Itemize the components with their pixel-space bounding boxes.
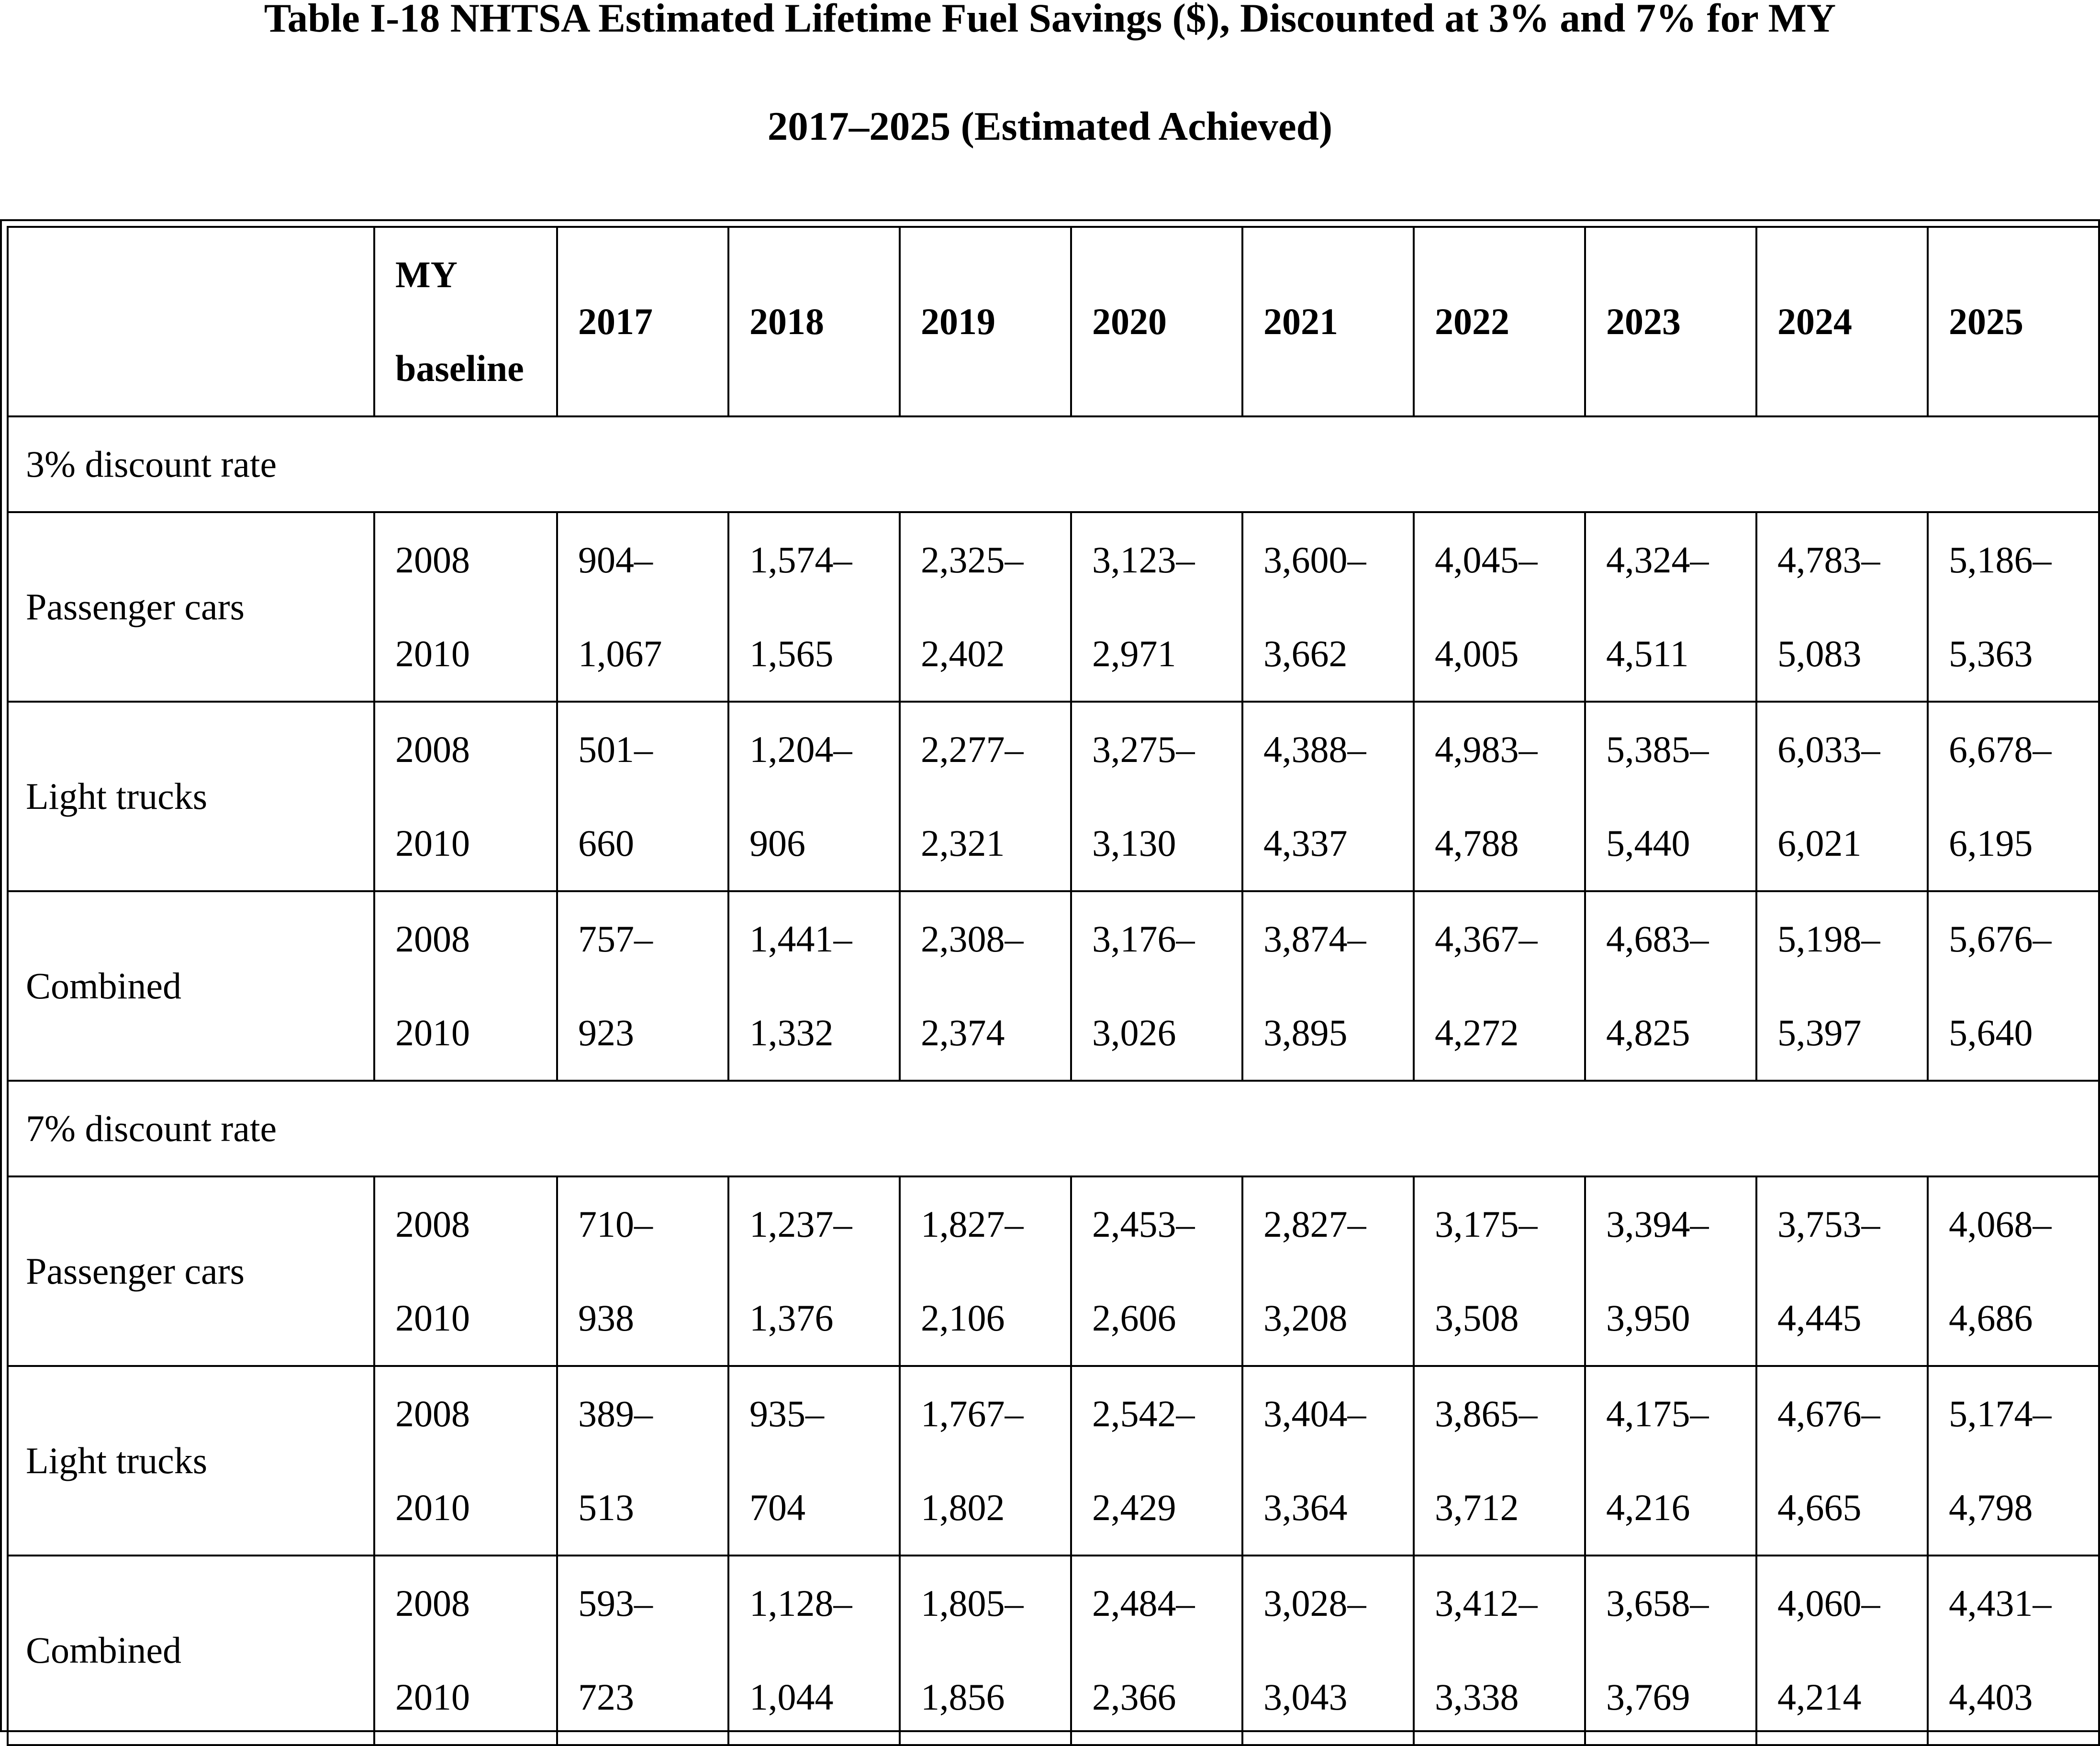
value-cell xyxy=(1756,512,1928,702)
value-cell xyxy=(557,1556,728,1745)
value-upper: 4,431– xyxy=(1949,1582,2052,1624)
value-cell xyxy=(1756,1556,1928,1745)
value-cell xyxy=(728,1556,900,1745)
value-upper: 4,060– xyxy=(1777,1582,1880,1624)
value-upper: 6,678– xyxy=(1949,728,2052,770)
value-lower: 3,508 xyxy=(1435,1297,1519,1339)
value-cell xyxy=(1585,1176,1756,1366)
value-lower: 4,665 xyxy=(1777,1487,1862,1528)
value-upper: 501– xyxy=(578,728,653,770)
header-year: 2022 xyxy=(1414,227,1585,416)
baseline-year: 2010 xyxy=(395,1676,470,1718)
value-lower: 3,208 xyxy=(1263,1297,1348,1339)
header-year: 2024 xyxy=(1756,227,1928,416)
value-lower: 3,950 xyxy=(1606,1297,1690,1339)
value-upper: 3,874– xyxy=(1263,918,1366,960)
baseline-year: 2008 xyxy=(395,728,470,770)
value-lower: 906 xyxy=(749,822,805,864)
value-upper: 5,385– xyxy=(1606,728,1709,770)
value-upper: 5,186– xyxy=(1949,539,2052,581)
value-lower: 4,798 xyxy=(1949,1487,2033,1528)
value-cell xyxy=(1928,512,2099,702)
value-upper: 5,198– xyxy=(1777,918,1880,960)
value-upper: 3,028– xyxy=(1263,1582,1366,1624)
value-lower: 4,445 xyxy=(1777,1297,1862,1339)
value-lower: 938 xyxy=(578,1297,634,1339)
value-cell xyxy=(900,1176,1071,1366)
value-upper: 2,308– xyxy=(921,918,1024,960)
value-upper: 389– xyxy=(578,1393,653,1434)
baseline-year: 2010 xyxy=(395,633,470,674)
value-lower: 4,686 xyxy=(1949,1297,2033,1339)
header-year: 2017 xyxy=(557,227,728,416)
row-label: Passenger cars xyxy=(8,1176,374,1366)
value-lower: 3,364 xyxy=(1263,1487,1348,1528)
value-upper: 3,275– xyxy=(1092,728,1195,770)
value-upper: 3,394– xyxy=(1606,1203,1709,1245)
value-upper: 4,388– xyxy=(1263,728,1366,770)
section-label: 7% discount rate xyxy=(8,1081,2099,1176)
value-lower: 704 xyxy=(749,1487,805,1528)
table-title-line-2: 2017–2025 (Estimated Achieved) xyxy=(767,104,1333,149)
value-upper: 2,542– xyxy=(1092,1393,1195,1434)
table-body xyxy=(8,227,2099,1745)
baseline-year: 2010 xyxy=(395,1012,470,1053)
baseline-year: 2010 xyxy=(395,1297,470,1339)
value-cell xyxy=(1756,1366,1928,1556)
value-lower: 3,895 xyxy=(1263,1012,1348,1053)
value-lower: 1,044 xyxy=(749,1676,834,1718)
header-blank-cell xyxy=(8,227,374,416)
value-cell xyxy=(1071,1556,1242,1745)
value-cell xyxy=(1414,1176,1585,1366)
value-upper: 2,484– xyxy=(1092,1582,1195,1624)
value-cell xyxy=(728,1366,900,1556)
value-upper: 5,174– xyxy=(1949,1393,2052,1434)
value-cell xyxy=(1071,891,1242,1081)
value-upper: 3,175– xyxy=(1435,1203,1538,1245)
value-lower: 1,565 xyxy=(749,633,834,674)
value-cell xyxy=(1242,1366,1414,1556)
baseline-year: 2010 xyxy=(395,1487,470,1528)
value-lower: 513 xyxy=(578,1487,634,1528)
baseline-cell xyxy=(374,891,557,1081)
value-cell xyxy=(900,512,1071,702)
value-upper: 2,453– xyxy=(1092,1203,1195,1245)
value-lower: 2,606 xyxy=(1092,1297,1176,1339)
value-cell xyxy=(1242,1556,1414,1745)
value-upper: 3,865– xyxy=(1435,1393,1538,1434)
value-cell xyxy=(728,891,900,1081)
header-year: 2018 xyxy=(728,227,900,416)
value-lower: 4,511 xyxy=(1606,633,1689,674)
value-lower: 5,363 xyxy=(1949,633,2033,674)
value-upper: 1,128– xyxy=(749,1582,852,1624)
value-lower: 3,043 xyxy=(1263,1676,1348,1718)
baseline-cell xyxy=(374,702,557,891)
value-upper: 4,324– xyxy=(1606,539,1709,581)
value-lower: 5,640 xyxy=(1949,1012,2033,1053)
value-lower: 1,067 xyxy=(578,633,662,674)
value-cell xyxy=(1585,891,1756,1081)
value-lower: 4,788 xyxy=(1435,822,1519,864)
value-cell xyxy=(900,1366,1071,1556)
value-lower: 1,802 xyxy=(921,1487,1005,1528)
baseline-year: 2008 xyxy=(395,539,470,581)
value-upper: 1,574– xyxy=(749,539,852,581)
value-cell xyxy=(557,891,728,1081)
value-cell xyxy=(1242,891,1414,1081)
header-year: 2020 xyxy=(1071,227,1242,416)
value-lower: 1,376 xyxy=(749,1297,834,1339)
value-cell xyxy=(1585,1366,1756,1556)
baseline-year: 2010 xyxy=(395,822,470,864)
value-upper: 3,600– xyxy=(1263,539,1366,581)
value-lower: 6,195 xyxy=(1949,822,2033,864)
value-upper: 935– xyxy=(749,1393,824,1434)
value-cell xyxy=(1071,1176,1242,1366)
value-upper: 2,827– xyxy=(1263,1203,1366,1245)
row-label: Light trucks xyxy=(8,702,374,891)
header-baseline-label: baseline xyxy=(395,347,524,389)
value-upper: 4,068– xyxy=(1949,1203,2052,1245)
header-year: 2025 xyxy=(1928,227,2099,416)
row-label: Passenger cars xyxy=(8,512,374,702)
baseline-cell xyxy=(374,1176,557,1366)
baseline-cell xyxy=(374,1556,557,1745)
section-row xyxy=(8,1081,2099,1176)
baseline-cell xyxy=(374,1366,557,1556)
row-label: Combined xyxy=(8,1556,374,1745)
header-my-baseline xyxy=(374,227,557,416)
value-cell xyxy=(1928,1556,2099,1745)
baseline-year: 2008 xyxy=(395,1582,470,1624)
table-row xyxy=(8,702,2099,891)
value-lower: 1,332 xyxy=(749,1012,834,1053)
value-lower: 3,026 xyxy=(1092,1012,1176,1053)
value-cell xyxy=(557,512,728,702)
value-cell xyxy=(1928,702,2099,891)
value-upper: 757– xyxy=(578,918,653,960)
value-cell xyxy=(1756,1176,1928,1366)
value-upper: 4,367– xyxy=(1435,918,1538,960)
value-lower: 4,214 xyxy=(1777,1676,1862,1718)
value-cell xyxy=(1756,891,1928,1081)
value-lower: 5,397 xyxy=(1777,1012,1862,1053)
header-year: 2021 xyxy=(1242,227,1414,416)
value-cell xyxy=(728,512,900,702)
row-label: Combined xyxy=(8,891,374,1081)
value-lower: 3,769 xyxy=(1606,1676,1690,1718)
value-upper: 2,277– xyxy=(921,728,1024,770)
value-lower: 2,321 xyxy=(921,822,1005,864)
value-upper: 4,683– xyxy=(1606,918,1709,960)
value-upper: 1,827– xyxy=(921,1203,1024,1245)
value-lower: 6,021 xyxy=(1777,822,1862,864)
value-lower: 923 xyxy=(578,1012,634,1053)
section-label: 3% discount rate xyxy=(8,416,2099,512)
value-cell xyxy=(1585,702,1756,891)
value-upper: 3,753– xyxy=(1777,1203,1880,1245)
value-upper: 4,983– xyxy=(1435,728,1538,770)
value-cell xyxy=(1242,1176,1414,1366)
value-cell xyxy=(1071,702,1242,891)
value-lower: 4,337 xyxy=(1263,822,1348,864)
value-lower: 4,825 xyxy=(1606,1012,1690,1053)
value-upper: 1,767– xyxy=(921,1393,1024,1434)
value-cell xyxy=(1414,702,1585,891)
table-row xyxy=(8,1176,2099,1366)
baseline-year: 2008 xyxy=(395,918,470,960)
value-cell xyxy=(1928,1366,2099,1556)
header-year: 2023 xyxy=(1585,227,1756,416)
header-my-label: MY xyxy=(395,254,458,295)
value-upper: 6,033– xyxy=(1777,728,1880,770)
value-upper: 3,176– xyxy=(1092,918,1195,960)
value-lower: 5,083 xyxy=(1777,633,1862,674)
value-cell xyxy=(1242,512,1414,702)
table-row xyxy=(8,891,2099,1081)
header-row xyxy=(8,227,2099,416)
value-lower: 4,272 xyxy=(1435,1012,1519,1053)
value-upper: 904– xyxy=(578,539,653,581)
value-lower: 3,130 xyxy=(1092,822,1176,864)
value-upper: 4,783– xyxy=(1777,539,1880,581)
value-cell xyxy=(1414,1366,1585,1556)
fuel-savings-table xyxy=(7,226,2100,1746)
table-row xyxy=(8,512,2099,702)
value-upper: 4,175– xyxy=(1606,1393,1709,1434)
value-upper: 710– xyxy=(578,1203,653,1245)
value-upper: 1,441– xyxy=(749,918,852,960)
value-lower: 660 xyxy=(578,822,634,864)
value-cell xyxy=(900,1556,1071,1745)
table-row xyxy=(8,1556,2099,1745)
value-cell xyxy=(900,702,1071,891)
value-upper: 3,123– xyxy=(1092,539,1195,581)
value-cell xyxy=(1071,1366,1242,1556)
value-upper: 3,412– xyxy=(1435,1582,1538,1624)
value-lower: 3,338 xyxy=(1435,1676,1519,1718)
header-year: 2019 xyxy=(900,227,1071,416)
value-cell xyxy=(1928,891,2099,1081)
value-lower: 4,216 xyxy=(1606,1487,1690,1528)
value-lower: 2,106 xyxy=(921,1297,1005,1339)
value-upper: 2,325– xyxy=(921,539,1024,581)
value-lower: 2,366 xyxy=(1092,1676,1176,1718)
value-upper: 4,676– xyxy=(1777,1393,1880,1434)
table-row xyxy=(8,1366,2099,1556)
value-upper: 1,805– xyxy=(921,1582,1024,1624)
value-lower: 723 xyxy=(578,1676,634,1718)
value-cell xyxy=(1928,1176,2099,1366)
value-upper: 5,676– xyxy=(1949,918,2052,960)
value-lower: 3,662 xyxy=(1263,633,1348,674)
value-lower: 4,403 xyxy=(1949,1676,2033,1718)
value-lower: 4,005 xyxy=(1435,633,1519,674)
value-cell xyxy=(1071,512,1242,702)
value-cell xyxy=(1756,702,1928,891)
table-title-line-1: Table I-18 NHTSA Estimated Lifetime Fuel Savings ($), Discounted at 3% and 7% for MY xyxy=(264,0,1836,41)
table-frame xyxy=(0,219,2100,1732)
value-upper: 3,658– xyxy=(1606,1582,1709,1624)
value-cell xyxy=(900,891,1071,1081)
value-upper: 4,045– xyxy=(1435,539,1538,581)
value-lower: 5,440 xyxy=(1606,822,1690,864)
value-cell xyxy=(1414,1556,1585,1745)
value-upper: 3,404– xyxy=(1263,1393,1366,1434)
value-lower: 2,402 xyxy=(921,633,1005,674)
value-lower: 2,374 xyxy=(921,1012,1005,1053)
value-cell xyxy=(557,1176,728,1366)
value-cell xyxy=(1414,891,1585,1081)
baseline-cell xyxy=(374,512,557,702)
value-cell xyxy=(557,1366,728,1556)
baseline-year: 2008 xyxy=(395,1203,470,1245)
value-cell xyxy=(1242,702,1414,891)
value-upper: 593– xyxy=(578,1582,653,1624)
value-upper: 1,237– xyxy=(749,1203,852,1245)
row-label: Light trucks xyxy=(8,1366,374,1556)
value-cell xyxy=(728,1176,900,1366)
value-lower: 1,856 xyxy=(921,1676,1005,1718)
value-cell xyxy=(728,702,900,891)
value-cell xyxy=(557,702,728,891)
value-lower: 2,429 xyxy=(1092,1487,1176,1528)
value-cell xyxy=(1585,512,1756,702)
value-upper: 1,204– xyxy=(749,728,852,770)
value-cell xyxy=(1414,512,1585,702)
value-cell xyxy=(1585,1556,1756,1745)
value-lower: 3,712 xyxy=(1435,1487,1519,1528)
baseline-year: 2008 xyxy=(395,1393,470,1434)
value-lower: 2,971 xyxy=(1092,633,1176,674)
section-row xyxy=(8,416,2099,512)
